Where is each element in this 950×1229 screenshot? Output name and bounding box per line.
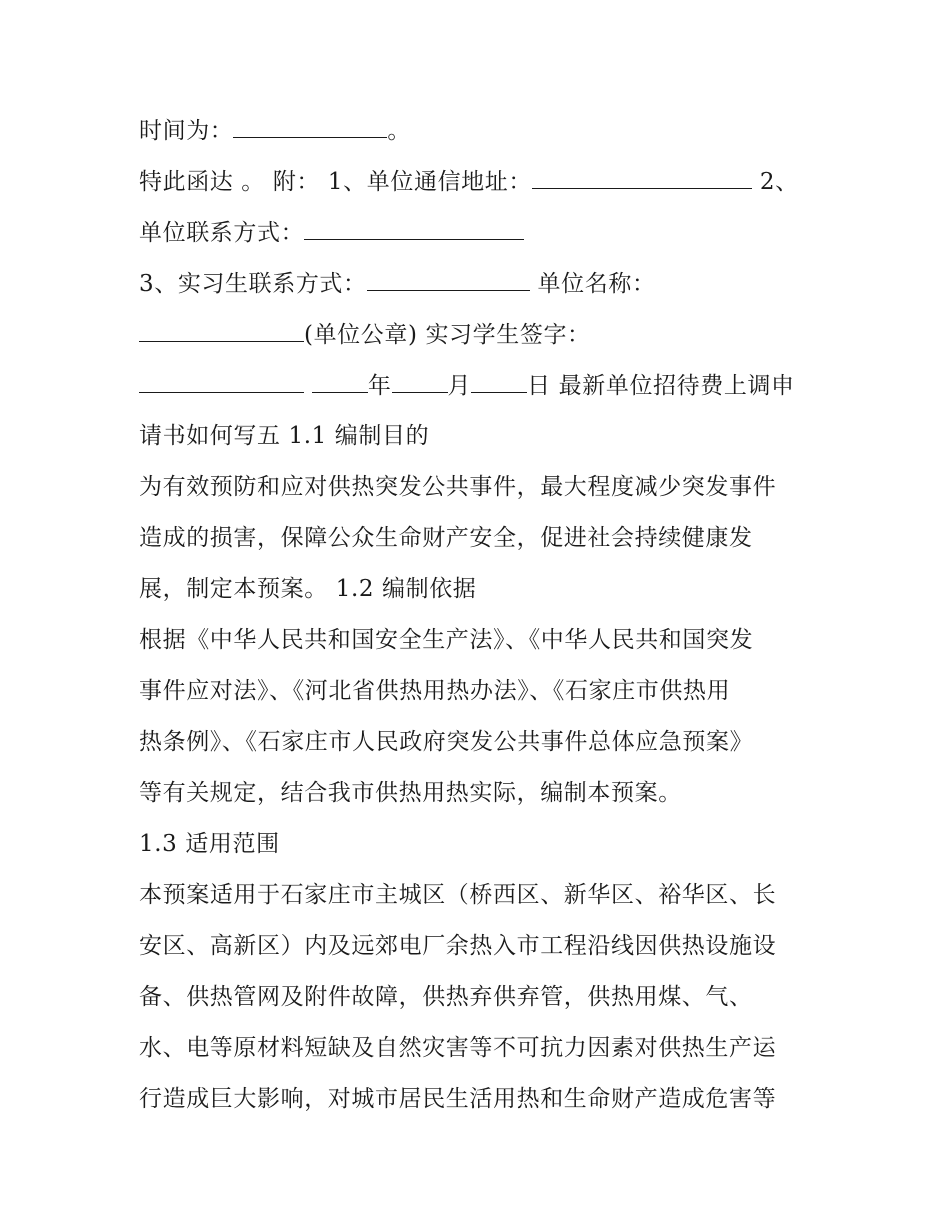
para2-line4: 等有关规定，结合我市供热用热实际，编制本预案。 [139,780,682,806]
year-blank [312,370,368,393]
section-heading: 1.3 适用范围 [139,831,280,857]
para3-line5: 行造成巨大影响，对城市居民生活用热和生命财产造成危害等 [139,1086,777,1112]
para1-line2: 造成的损害，保障公众生命财产安全，促进社会持续健康发 [139,525,753,551]
attachment-text: 特此函达 。 附： 1、单位通信地址： [139,169,532,195]
title-start: 最新单位招待费上调申 [550,373,795,399]
para1-line1: 为有效预防和应对供热突发公共事件，最大程度减少突发事件 [139,474,777,500]
address-blank [532,166,752,189]
intern-contact-label: 3、实习生联系方式： [139,271,367,297]
contact-blank [304,217,524,240]
time-line [139,115,829,146]
day-blank [471,370,527,393]
seal-line [139,319,829,350]
seal-label: (单位公章) 实习学生签字： [304,322,591,348]
para3-line4: 水、电等原材料短缺及自然灾害等不可抗力因素对供热生产运 [139,1035,777,1061]
day-label: 日 [527,373,551,399]
unit-name-blank [139,319,304,342]
contact-line [139,217,829,248]
para3-line3: 备、供热管网及附件故障，供热弃供弃管，供热用煤、气、 [139,984,753,1010]
attachment-suffix: 2、 [751,169,799,195]
month-blank [392,370,448,393]
para2-line3: 热条例》、《石家庄市人民政府突发公共事件总体应急预案》 [139,729,754,755]
para2-line1: 根据《中华人民共和国安全生产法》、《中华人民共和国突发 [139,627,754,653]
section-1-1-line: 请书如何写五 1.1 编制目的 [139,423,430,449]
para3-line1: 本预案适用于石家庄市主城区（桥西区、新华区、裕华区、长 [139,882,777,908]
para3-line2: 安区、高新区）内及远郊电厂余热入市工程沿线因供热设施设 [139,933,777,959]
attachment-line [139,166,829,197]
contact-label: 单位联系方式： [139,220,305,246]
time-suffix: 。 [387,118,412,144]
time-label: 时间为： [139,118,234,144]
date-line [139,370,829,401]
intern-contact-blank [367,268,530,291]
para2-line2: 事件应对法》、《河北省供热用热办法》、《石家庄市供热用 [139,678,731,704]
time-blank [233,115,387,138]
para1-line3: 展，制定本预案。 1.2 编制依据 [139,576,477,602]
intern-contact-line [139,268,829,299]
year-label: 年 [367,373,392,399]
month-label: 月 [447,373,472,399]
signature-blank [139,370,304,393]
unit-name-label: 单位名称： [529,271,656,297]
